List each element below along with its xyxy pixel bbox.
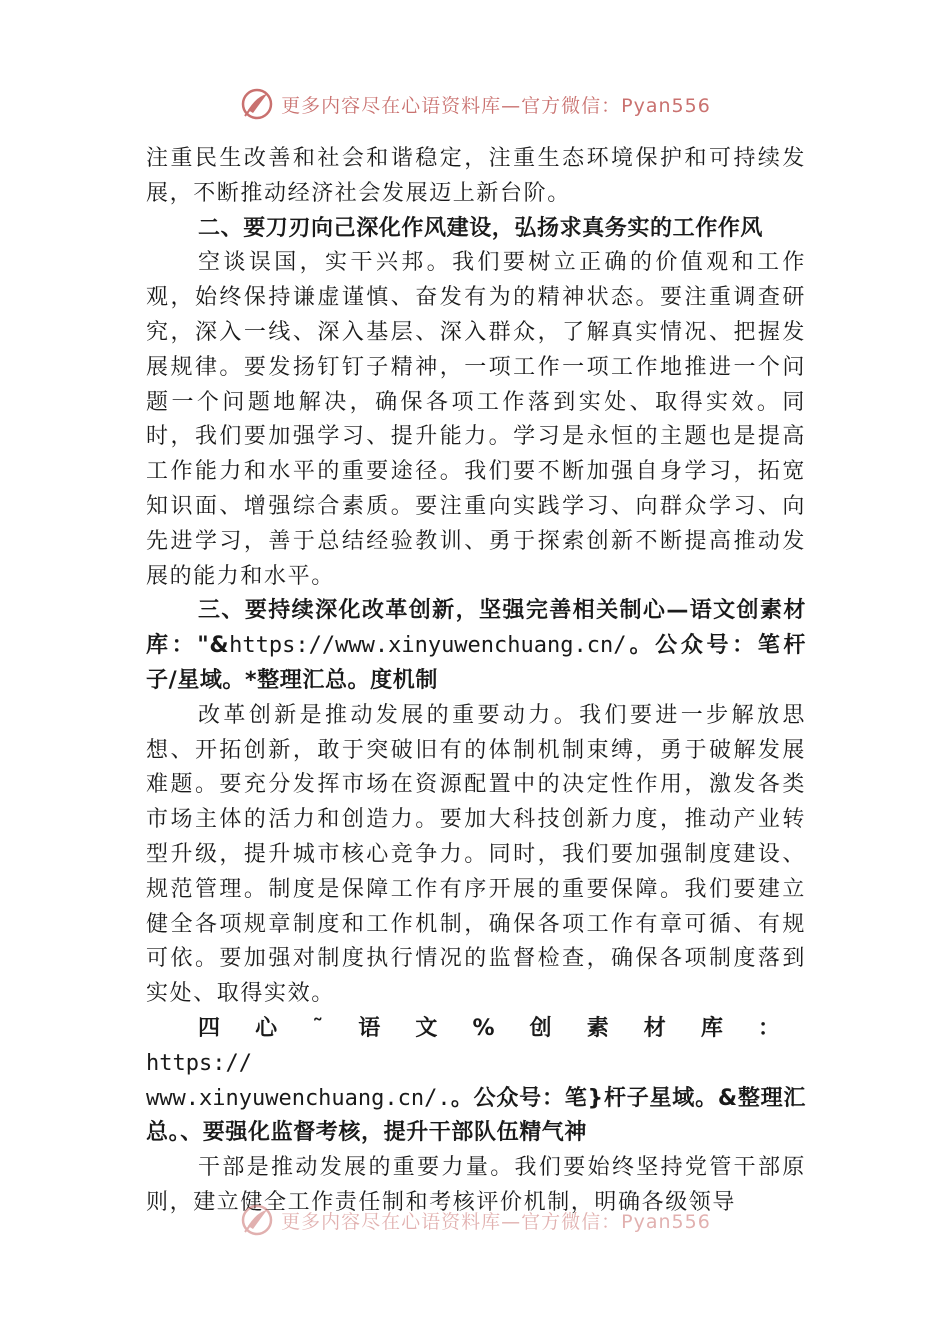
heading-3-url: https://www.xinyuwenchuang.cn/ — [229, 633, 627, 659]
paragraph-4: 干部是推动发展的重要力量。我们要始终坚持党管干部原则，建立健全工作责任制和考核评价机制，明确各级领导 — [146, 1155, 806, 1215]
paragraph-3: 改革创新是推动发展的重要动力。我们要进一步解放思想、开拓创新，敢于突破旧有的体制机制束缚，勇于破解发展难题。要充分发挥市场在资源配置中的决定性作用，激发各类市场主体的活力和创造力。要加大科技创新力度，推动产业转型升级，提升城市核心竞争力。同时，我们要加强制度建设、规范管理。制度是保障工作有序开展的重要保障。我们要建立健全各项规章制度和工作机制，确保各项工作有章可循、有规可依。要加强对制度执行情况的监督检查，确保各项制度落到实处、取得实效。 — [146, 702, 806, 1007]
heading-4-url-b: www.xinyuwenchuang.cn/. — [146, 1085, 451, 1111]
paragraph-2: 空谈误国，实干兴邦。我们要树立正确的价值观和工作观，始终保持谦虚谨慎、奋发有为的精神状态。要注重调查研究，深入一线、深入基层、深入群众，了解真实情况、把握发展规律。要发扬钉钉子精神，一项工作一项工作地推进一个问题一个问题地解决，确保各项工作落到实处、取得实效。同时，我们要加强学习、提升能力。学习是永恒的主题也是提高工作能力和水平的重要途径。我们要不断加强自身学习，拓宽知识面、增强综合素质。要注重向实践学习、向群众学习、向先进学习，善于总结经验教训、勇于探索创新不断提高推动发展的能力和水平。 — [146, 250, 806, 589]
watermark-text: 更多内容尽在心语资料库—官方微信：Pyan556 — [281, 94, 711, 117]
document-body — [146, 142, 806, 1216]
heading-4-url-a: https:// — [146, 1050, 252, 1076]
pen-logo-icon — [239, 1203, 275, 1237]
watermark-text: 更多内容尽在心语资料库—官方微信：Pyan556 — [281, 1210, 711, 1233]
heading-3-text-a: 三、要持续深化改革创新，坚强完善相关制心—语文创素材库："& — [146, 598, 806, 659]
heading-4-text-b: 。公众号：笔}杆子星域。&整理汇总。、要强化监督考核，提升干部队伍精气神 — [146, 1085, 806, 1146]
heading-4-line-1 — [146, 1012, 806, 1082]
heading-4-line-2 — [146, 1082, 806, 1152]
header-watermark — [0, 84, 950, 124]
paragraph-1: 注重民生改善和社会和谐稳定，注重生态环境保护和可持续发展，不断推动经济社会发展迈上新台阶。 — [146, 146, 806, 206]
heading-3-text-b: 。公众号：笔杆子/星域。*整理汇总。度机制 — [146, 633, 806, 693]
heading-4-text-a: 四心˜语文%创素材库： — [198, 1015, 806, 1041]
heading-2: 二、要刀刃向己深化作风建设，弘扬求真务实的工作作风 — [198, 215, 764, 241]
pen-logo-icon — [239, 86, 275, 122]
footer-watermark — [0, 1203, 950, 1237]
heading-3 — [146, 594, 806, 698]
